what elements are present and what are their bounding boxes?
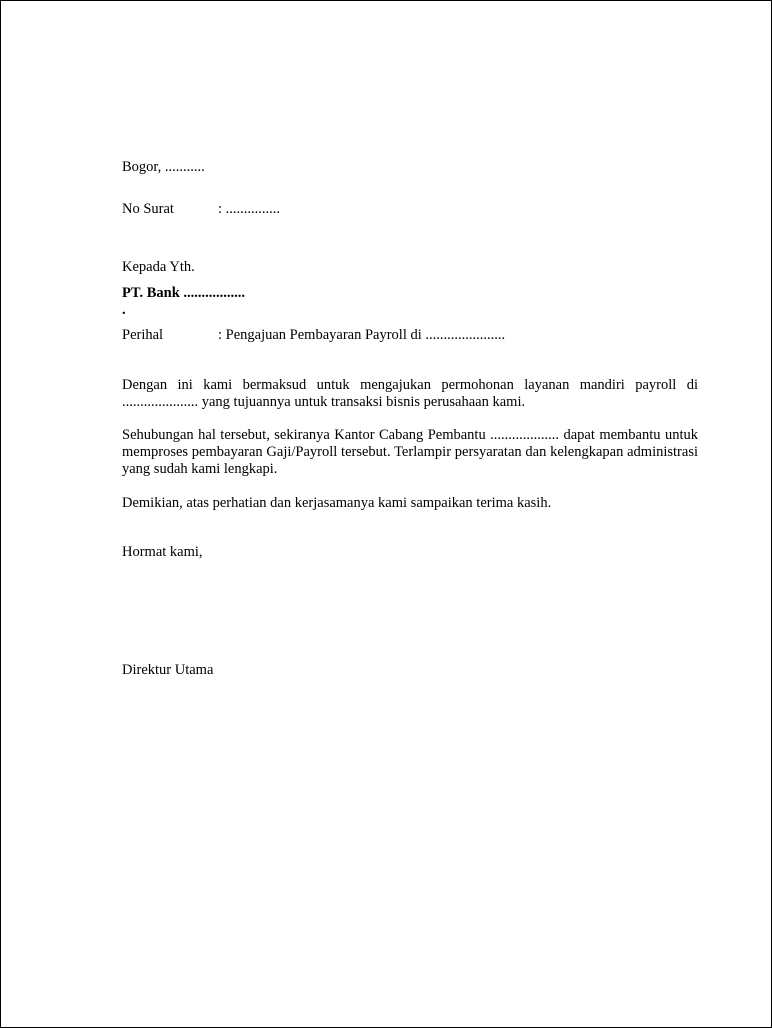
recipient-bank-continuation: . [122, 302, 126, 318]
letter-number-value: : ............... [218, 201, 281, 217]
signatory-title: Direktur Utama [122, 662, 214, 678]
body-paragraph-1: Dengan ini kami bermaksud untuk mengajukan permohonan layanan mandiri payroll di ..................... yang tujuannya untuk transaksi bisnis perusahaan kami. [122, 377, 698, 410]
place-date: Bogor, ........... [122, 159, 205, 175]
subject-value: : Pengajuan Pembayaran Payroll di ...................... [218, 327, 506, 343]
body-paragraph-2: Sehubungan hal tersebut, sekiranya Kantor Cabang Pembantu ................... dapat membantu untuk memproses pembayaran Gaji/Payroll tersebut. Terlampir persyaratan dan kelengkapan administrasi yang sudah kami lengkapi. [122, 427, 698, 477]
letter-number-label: No Surat [122, 201, 174, 217]
closing: Hormat kami, [122, 544, 203, 560]
recipient-greeting: Kepada Yth. [122, 259, 195, 275]
subject-row [122, 327, 505, 344]
letter-number-row [122, 201, 280, 218]
subject-label: Perihal [122, 327, 164, 343]
body-paragraph-3: Demikian, atas perhatian dan kerjasamanya kami sampaikan terima kasih. [122, 495, 552, 511]
recipient-bank: PT. Bank ................. [122, 285, 246, 301]
